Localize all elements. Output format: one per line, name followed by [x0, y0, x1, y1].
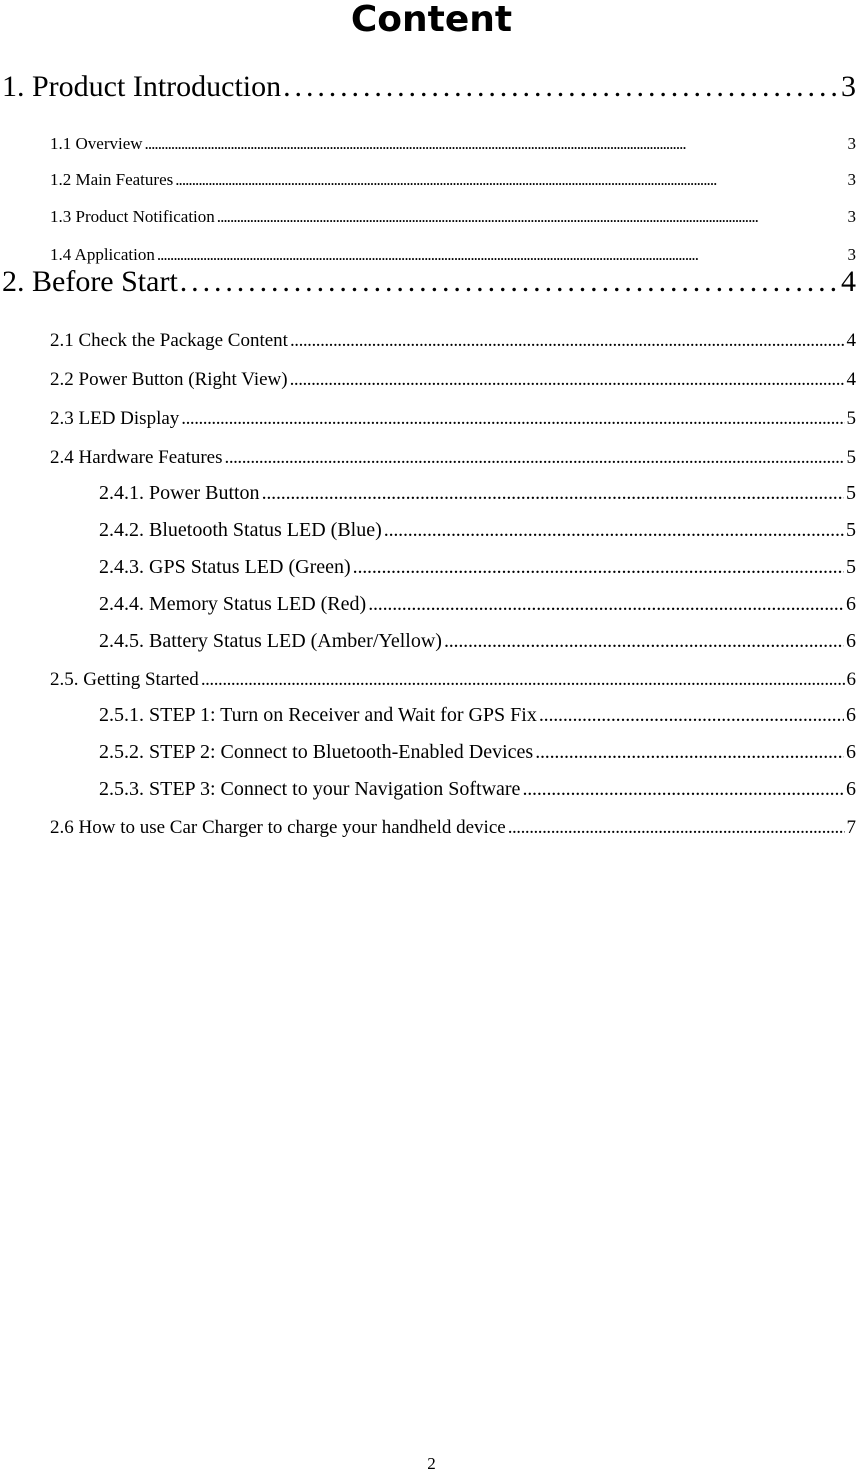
toc-entry-2-6[interactable] [50, 817, 856, 841]
toc-entry-2-4[interactable] [50, 447, 856, 471]
toc-entry-2-2[interactable] [50, 369, 856, 393]
dot-leader [290, 330, 845, 352]
toc-entry-label: 1.4 Application [50, 245, 155, 264]
toc-entry-page: 3 [847, 245, 856, 264]
toc-entry-2-4-1[interactable] [99, 482, 856, 508]
dot-leader [522, 778, 844, 801]
page-title: Content [350, 0, 513, 40]
toc-entry-page: 4 [841, 265, 856, 298]
toc-entry-page: 6 [846, 669, 856, 690]
dot-leader [353, 556, 844, 579]
toc-entry-2-4-3[interactable] [99, 556, 856, 582]
toc-entry-page: 6 [846, 741, 856, 763]
toc-entry-label: 2.4.4. Memory Status LED (Red) [99, 593, 367, 615]
toc-entry-page: 6 [846, 778, 856, 800]
toc-entry-1-1[interactable] [50, 134, 856, 156]
toc-entry-label: 2.5.1. STEP 1: Turn on Receiver and Wait for GPS Fix [99, 704, 537, 726]
toc-entry-label: 2.5. Getting Started [50, 669, 199, 690]
toc-entry-label: 2.5.3. STEP 3: Connect to your Navigation Software [99, 778, 521, 800]
toc-entry-page: 6 [846, 593, 856, 615]
page-number: 2 [427, 1454, 436, 1473]
toc-entry-label: 2. Before Start [2, 265, 178, 298]
toc-entry-label: 2.4.5. Battery Status LED (Amber/Yellow) [99, 630, 442, 652]
dot-leader [508, 817, 845, 839]
toc-entry-label: 2.4 Hardware Features [50, 447, 223, 468]
toc-entry-label: 2.6 How to use Car Charger to charge your handheld device [50, 817, 506, 838]
dot-leader [157, 245, 846, 265]
toc-entry-label: 1.2 Main Features [50, 170, 174, 189]
dot-leader [444, 630, 844, 653]
toc-entry-2-1[interactable] [50, 330, 856, 354]
toc-entry-2-4-4[interactable] [99, 593, 856, 619]
dot-leader [368, 593, 844, 616]
toc-entry-label: 1. Product Introduction [2, 70, 282, 103]
toc-entry-page: 3 [841, 70, 856, 103]
toc-entry-page: 7 [846, 817, 856, 838]
dot-leader [539, 704, 844, 727]
toc-entry-page: 6 [846, 704, 856, 726]
toc-entry-label: 2.4.3. GPS Status LED (Green) [99, 556, 351, 578]
dot-leader [535, 741, 844, 764]
dot-leader [225, 447, 845, 469]
dot-leader [201, 669, 845, 691]
toc-entry-2[interactable] [2, 265, 856, 305]
toc-entry-2-5[interactable] [50, 669, 856, 693]
toc-entry-page: 6 [846, 630, 856, 652]
toc-entry-1[interactable] [2, 70, 856, 110]
dot-leader [145, 134, 846, 154]
toc-entry-label: 2.4.1. Power Button [99, 482, 260, 504]
toc-entry-2-4-2[interactable] [99, 519, 856, 545]
toc-entry-page: 5 [846, 482, 856, 504]
toc-entry-2-5-2[interactable] [99, 741, 856, 767]
toc-entry-label: 1.3 Product Notification [50, 207, 215, 226]
toc-entry-label: 2.4.2. Bluetooth Status LED (Blue) [99, 519, 382, 541]
toc-entry-1-3[interactable] [50, 207, 856, 229]
toc-entry-page: 3 [847, 207, 856, 226]
dot-leader [384, 519, 844, 542]
toc-entry-page: 5 [846, 447, 856, 468]
toc-entry-page: 5 [846, 556, 856, 578]
toc-entry-page: 4 [846, 369, 856, 390]
toc-entry-label: 2.5.2. STEP 2: Connect to Bluetooth-Enabled Devices [99, 741, 534, 763]
toc-entry-page: 4 [846, 330, 856, 351]
toc-entry-page: 5 [846, 519, 856, 541]
dot-leader [175, 170, 845, 190]
dot-leader [262, 482, 844, 505]
toc-entry-page: 5 [846, 408, 856, 429]
toc-entry-2-5-3[interactable] [99, 778, 856, 804]
dot-leader [283, 70, 839, 104]
toc-entry-label: 1.1 Overview [50, 134, 143, 153]
toc-entry-page: 3 [847, 170, 856, 189]
toc-entry-2-4-5[interactable] [99, 630, 856, 656]
toc-entry-2-5-1[interactable] [99, 704, 856, 730]
toc-entry-1-2[interactable] [50, 170, 856, 192]
toc-entry-label: 2.2 Power Button (Right View) [50, 369, 288, 390]
dot-leader [180, 265, 839, 299]
dot-leader [217, 207, 846, 227]
dot-leader [181, 408, 844, 430]
toc-entry-label: 2.1 Check the Package Content [50, 330, 288, 351]
toc-entry-2-3[interactable] [50, 408, 856, 432]
toc-entry-1-4[interactable] [50, 245, 856, 267]
toc-entry-page: 3 [847, 134, 856, 153]
toc-entry-label: 2.3 LED Display [50, 408, 180, 429]
dot-leader [290, 369, 845, 391]
